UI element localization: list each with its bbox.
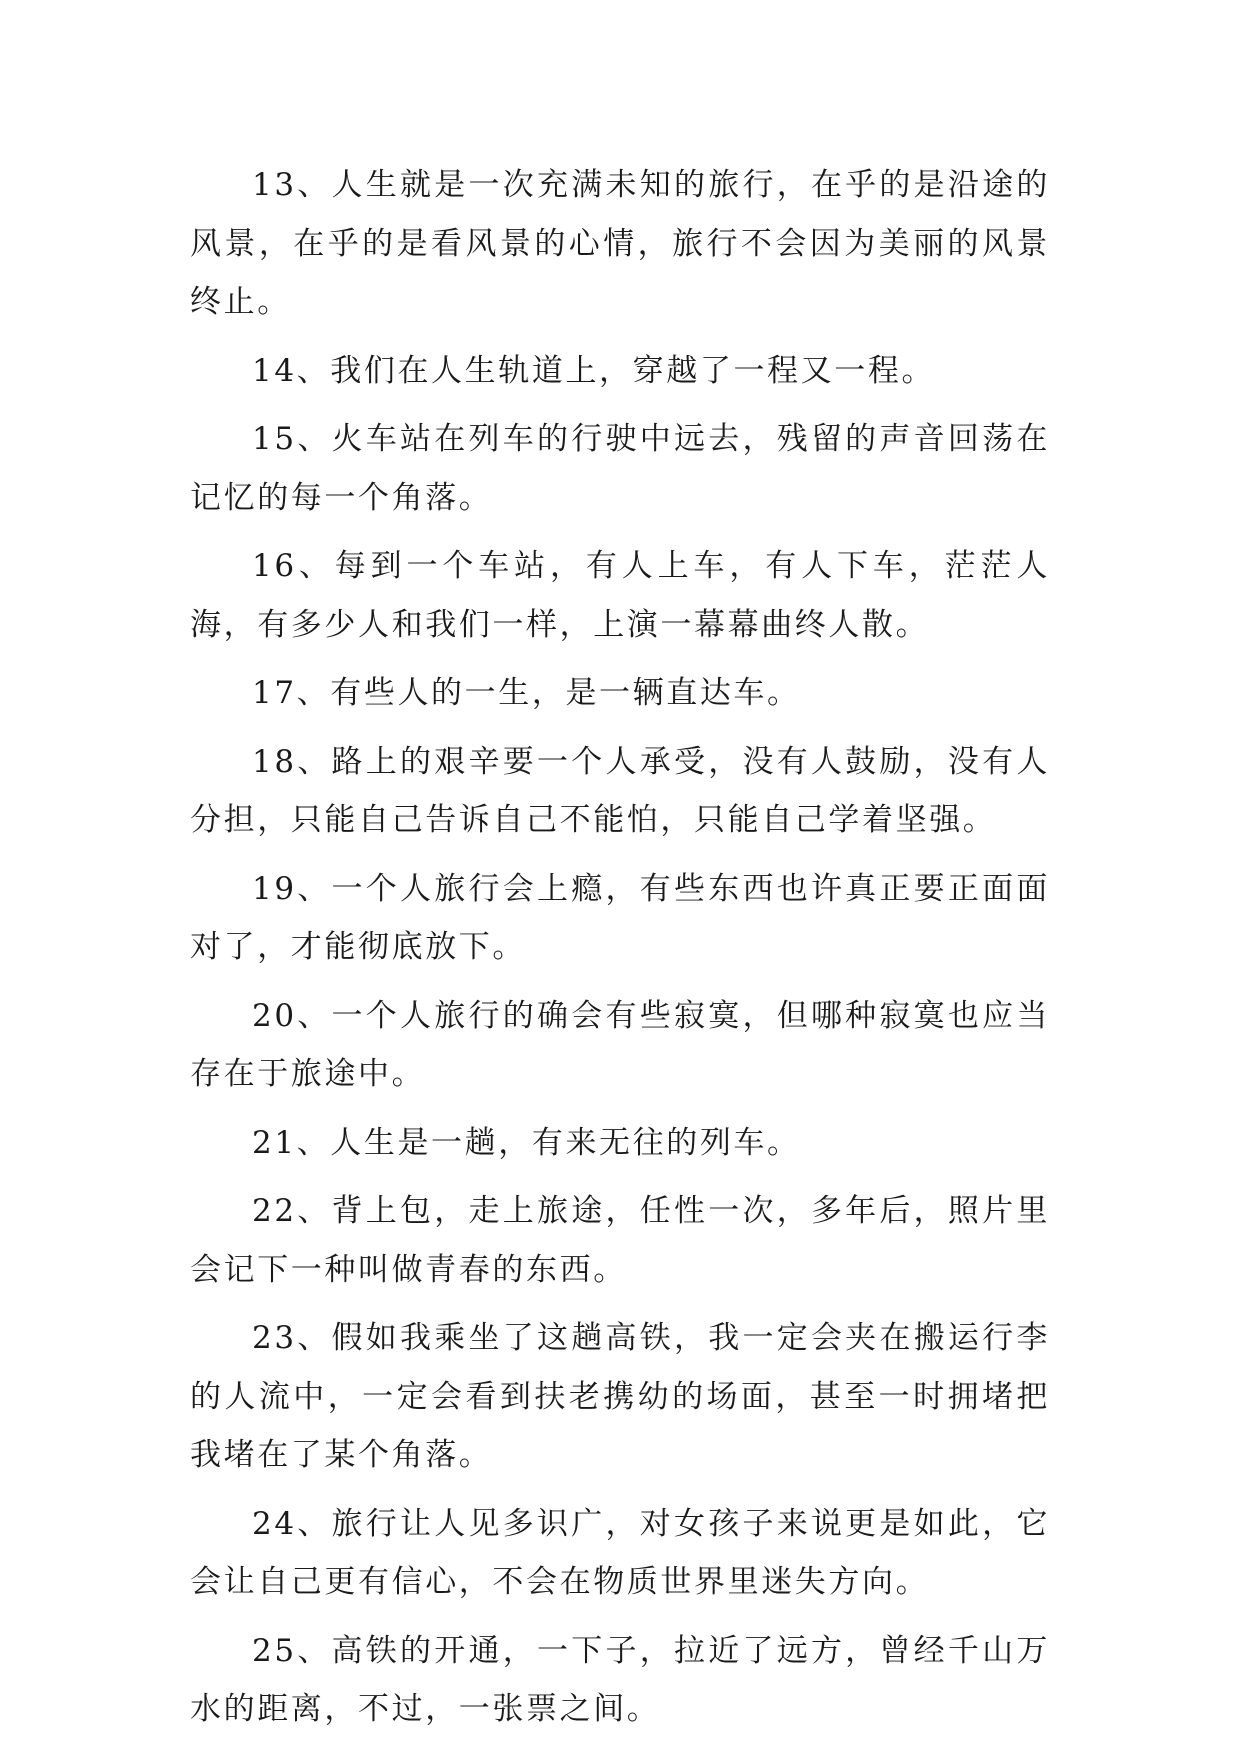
paragraph-13: 13、人生就是一次充满未知的旅行，在乎的是沿途的风景，在乎的是看风景的心情，旅行不会因为美丽的风景终止。: [190, 167, 1050, 320]
paragraph-23: 23、假如我乘坐了这趟高铁，我一定会夹在搬运行李的人流中，一定会看到扶老携幼的场面，甚至一时拥堵把我堵在了某个角落。: [190, 1320, 1050, 1473]
paragraph-24: 24、旅行让人见多识广，对女孩子来说更是如此，它会让自己更有信心，不会在物质世界里迷失方向。: [190, 1505, 1050, 1600]
document-body: [190, 156, 1050, 1749]
paragraph-19: 19、一个人旅行会上瘾，有些东西也许真正要正面面对了，才能彻底放下。: [190, 870, 1050, 965]
paragraph-25: 25、高铁的开通，一下子，拉近了远方，曾经千山万水的距离，不过，一张票之间。: [190, 1632, 1050, 1727]
paragraph-15: 15、火车站在列车的行驶中远去，残留的声音回荡在记忆的每一个角落。: [190, 421, 1050, 516]
paragraph-18: 18、路上的艰辛要一个人承受，没有人鼓励，没有人分担，只能自己告诉自己不能怕，只能自己学着坚强。: [190, 743, 1050, 838]
paragraph-16: 16、每到一个车站，有人上车，有人下车，茫茫人海，有多少人和我们一样，上演一幕幕曲终人散。: [190, 548, 1050, 643]
paragraph-22: 22、背上包，走上旅途，任性一次，多年后，照片里会记下一种叫做青春的东西。: [190, 1193, 1050, 1288]
paragraph-21: 21、人生是一趟，有来无往的列车。: [252, 1124, 801, 1161]
paragraph-17: 17、有些人的一生，是一辆直达车。: [252, 675, 801, 711]
paragraph-20: 20、一个人旅行的确会有些寂寞，但哪种寂寞也应当存在于旅途中。: [190, 997, 1050, 1092]
paragraph-14: 14、我们在人生轨道上，穿越了一程又一程。: [252, 352, 936, 389]
